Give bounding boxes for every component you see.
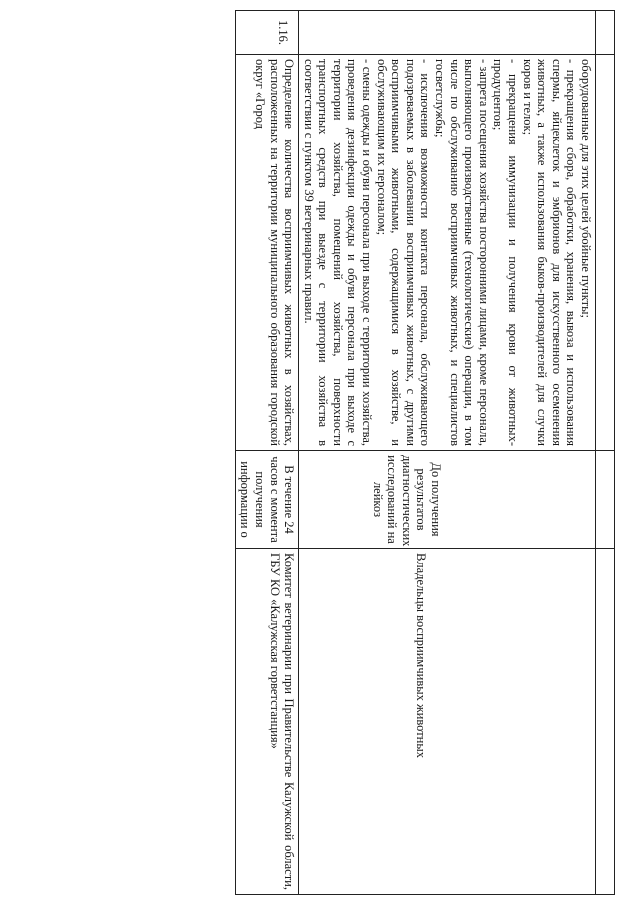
measure-text-cell: Определение количества восприимчивых животных в хозяйствах, расположенных на территории муниципального образования городской округ «Город <box>235 55 298 451</box>
table-row <box>596 11 615 895</box>
table-row <box>235 11 298 895</box>
row-number: 1.16. <box>235 11 298 55</box>
table-row <box>299 11 596 895</box>
term-cell: В течение 24 часов с момента получения информации о <box>235 451 298 549</box>
measure-line: - запрета посещения хозяйства посторонними лицами, кроме персонала, выполняющего производственные (технологические) операции, в том числе по обслуживанию восприимчивых животных, и специалистов госветслужбы; <box>433 59 491 446</box>
responsible-cell <box>299 549 596 895</box>
measure-line: - прекращения сбора, обработки, хранения, вывоза и использования спермы, яйцеклеток и эмбрионов для искусственного осеменения животных, а также использования быков-производителей для случки коров и телок; <box>520 59 579 446</box>
term-text: До получения результатов диагностических исследований на лейкоз <box>370 455 443 547</box>
responsible-cell: Комитет ветеринарии при Правительстве Калужской области, ГБУ КО «Калужская горветстанция» <box>235 549 298 895</box>
responsible-text: Владельцы восприимчивых животных <box>414 553 428 759</box>
measure-line: оборудованные для этих целей убойные пункты; <box>579 59 593 318</box>
measures-table <box>235 10 615 895</box>
term-cell <box>299 451 596 549</box>
rotated-page <box>25 10 615 894</box>
number-cell <box>299 11 596 55</box>
measure-line: - смены одежды и обуви персонала при выходе с территории хозяйства, проведения дезинфекции одежды и обуви персонала при выходе с территории хозяйства, помещений хозяйства, поверхности транспортных средств при выезде с территории хозяйства в соответствии с пунктом 39 ветеринарных правил. <box>301 59 375 446</box>
measure-text-cell <box>299 55 596 451</box>
measure-line: - исключения возможности контакта персонала, обслуживающего подозреваемых в заболевании восприимчивых животных, с другими восприимчивыми животными, содержащимися в хозяйстве, и обслуживающим их персоналом; <box>374 59 433 446</box>
measure-line: - прекращения иммунизации и получения крови от животных-продуцентов; <box>491 59 521 446</box>
